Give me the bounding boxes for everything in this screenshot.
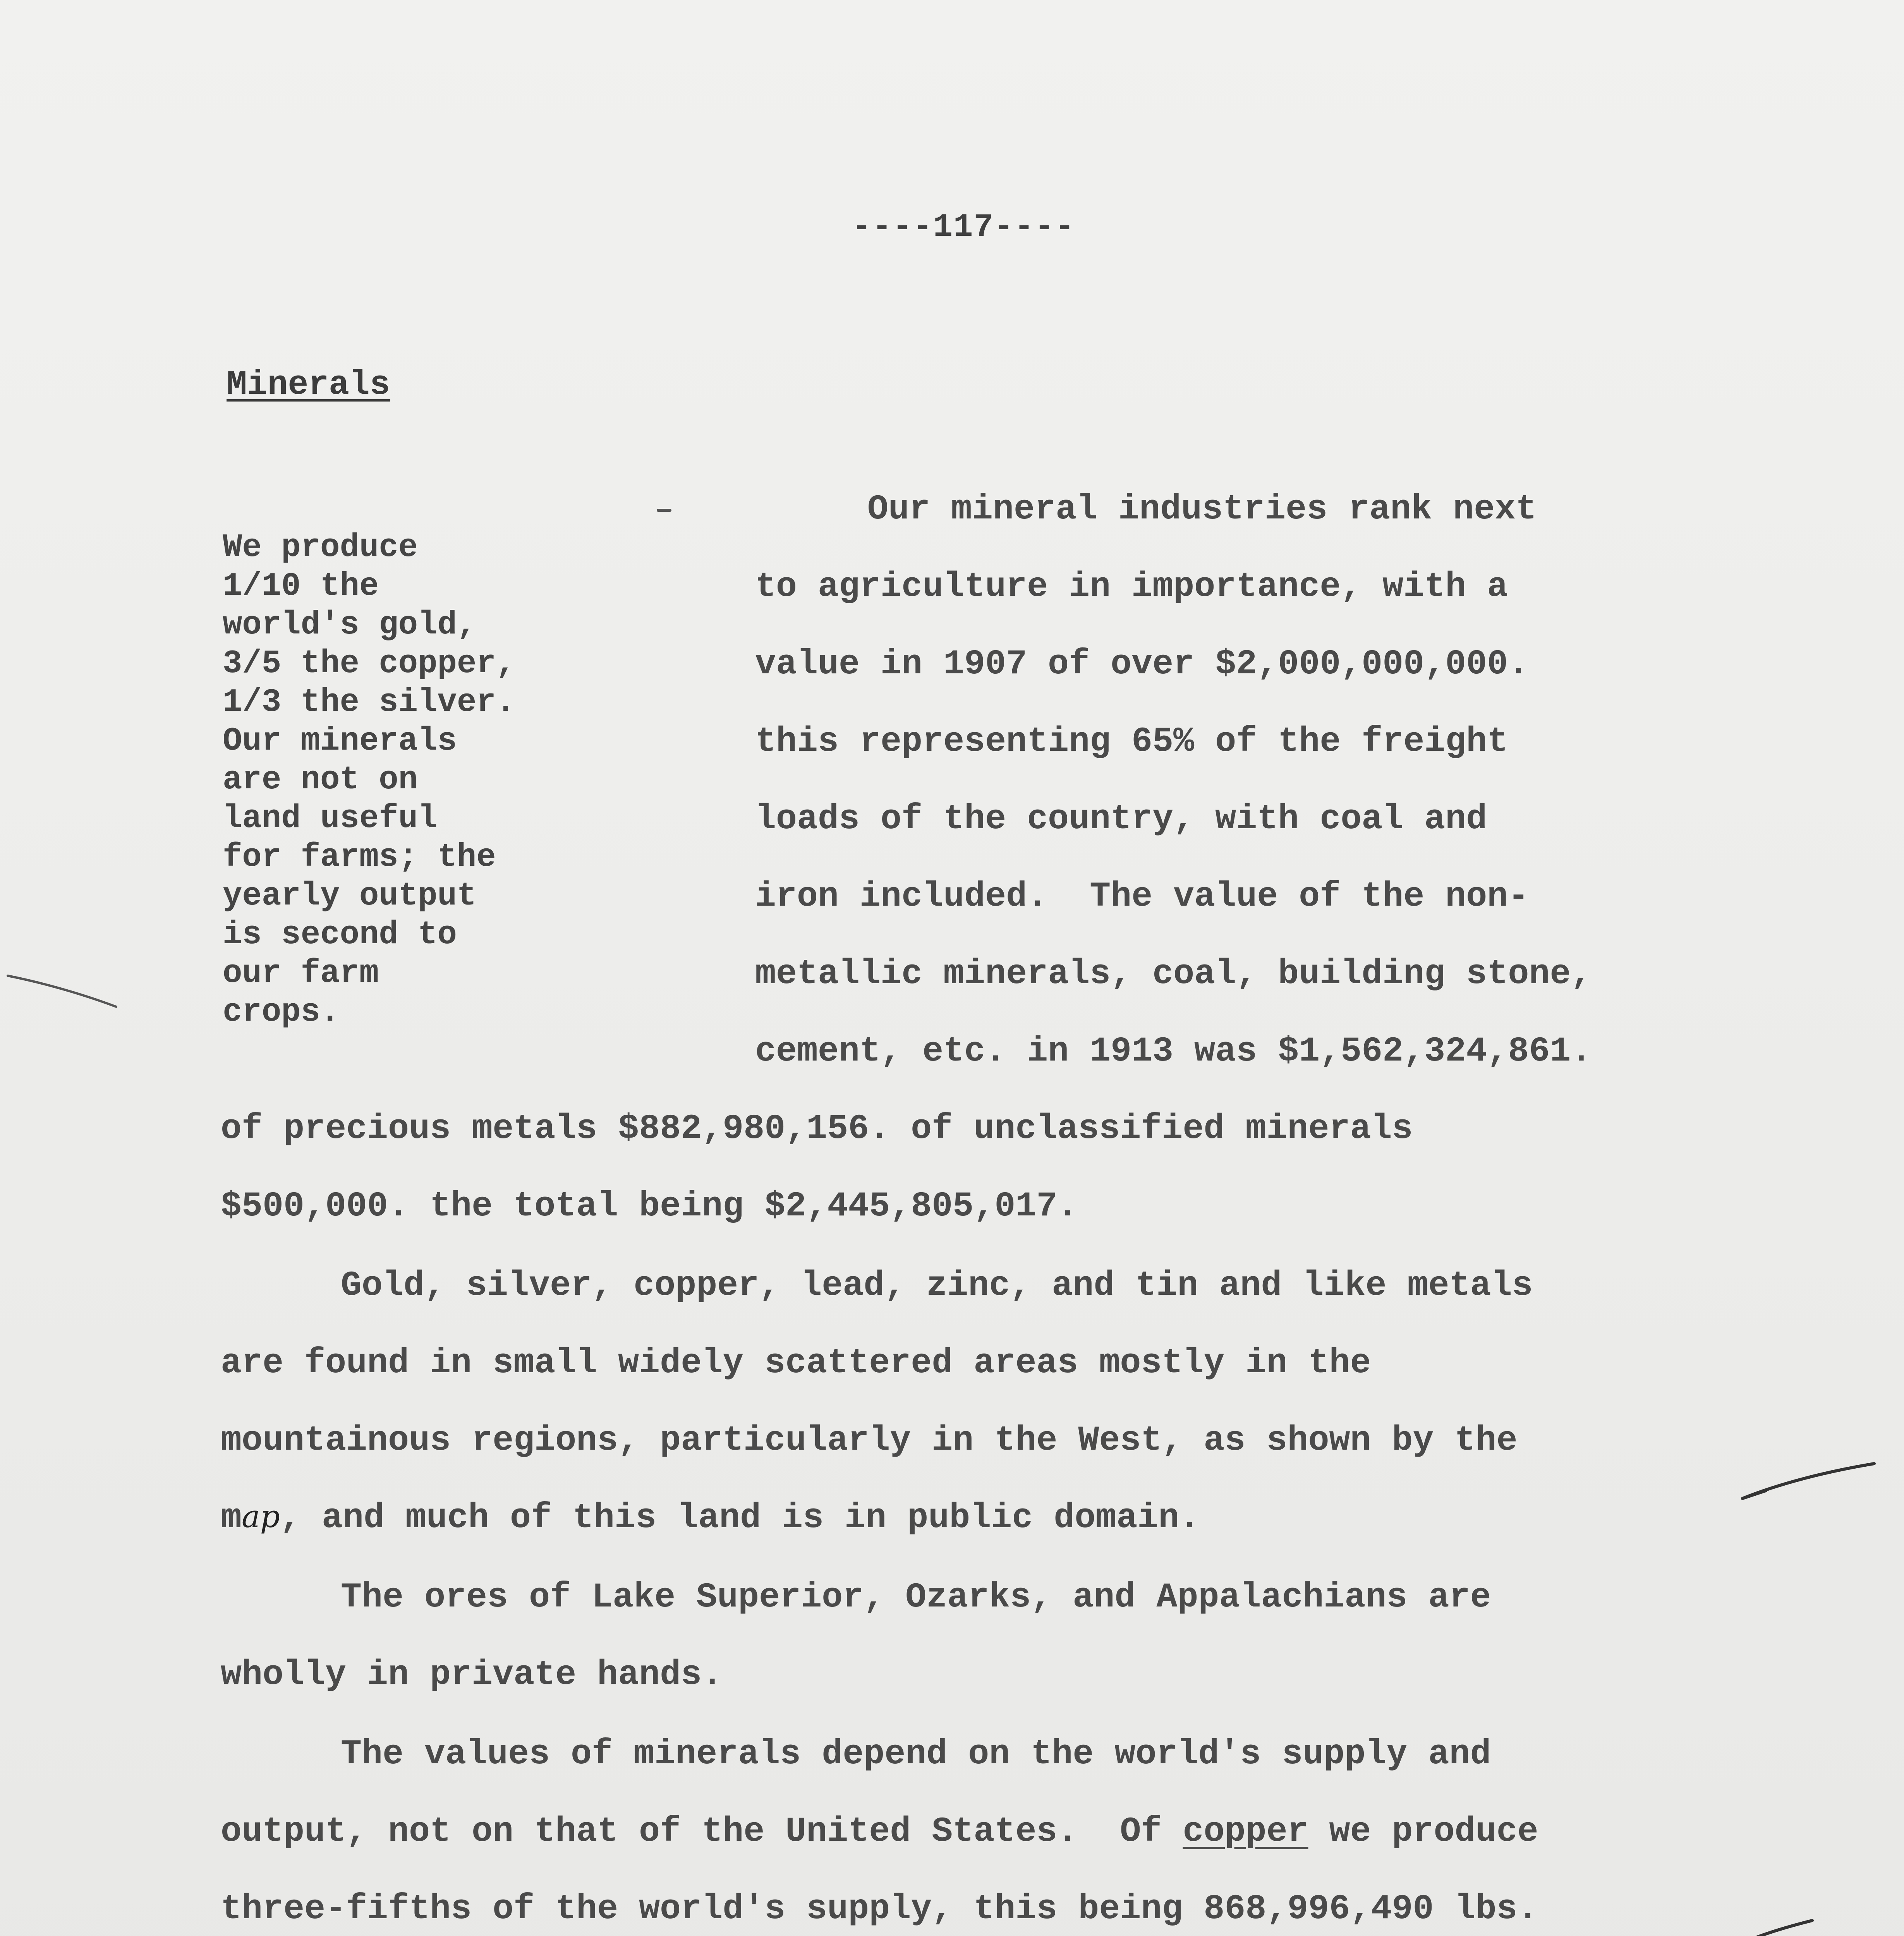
paragraph-3-line: wholly in private hands.	[221, 1655, 723, 1695]
paragraph-4-line: three-fifths of the world's supply, this being 868,996,490 lbs.	[221, 1890, 1538, 1929]
section-title: Minerals	[227, 366, 390, 404]
paragraph-2-line: mountainous regions, particularly in the West, as shown by the	[221, 1421, 1518, 1461]
margin-note-line: our farm	[223, 955, 379, 992]
paragraph-2-line: are found in small widely scattered areas mostly in the	[221, 1344, 1371, 1383]
paragraph-1-line: loads of the country, with coal and	[755, 800, 1487, 839]
handwritten-correction: ap	[242, 1498, 280, 1534]
paragraph-1-line: value in 1907 of over $2,000,000,000.	[755, 645, 1529, 684]
margin-note-line: yearly output	[223, 878, 477, 915]
margin-note-line: land useful	[223, 800, 438, 837]
paragraph-2-typed-prefix: m	[221, 1498, 242, 1538]
paragraph-3-line: The ores of Lake Superior, Ozarks, and Appalachians are	[341, 1578, 1491, 1617]
margin-note-line: 1/10 the	[223, 568, 379, 605]
paragraph-1-line: $500,000. the total being $2,445,805,017.	[221, 1187, 1078, 1226]
paragraph-4-line: The values of minerals depend on the world's supply and	[341, 1735, 1491, 1774]
margin-note-line: 1/3 the silver.	[223, 684, 516, 721]
margin-note-line: for farms; the	[223, 839, 496, 876]
page-number: ----117----	[852, 209, 1075, 246]
paragraph-1-line: iron included. The value of the non-	[755, 877, 1529, 917]
pen-tick-mark	[8, 976, 116, 1007]
paragraph-1-line: to agriculture in importance, with a	[755, 567, 1508, 607]
pen-check-mark	[1743, 1464, 1874, 1498]
paragraph-1-line: this representing 65% of the freight	[755, 722, 1508, 762]
margin-note-line: We produce	[223, 529, 418, 566]
paragraph-4-text: output, not on that of the United States. Of	[221, 1812, 1183, 1852]
paragraph-2-typed-rest: , and much of this land is in public domain.	[280, 1498, 1200, 1538]
margin-note-line: 3/5 the copper,	[223, 645, 516, 682]
margin-note-line: is second to	[223, 917, 457, 953]
paragraph-2-line: Gold, silver, copper, lead, zinc, and tin and like metals	[341, 1266, 1533, 1306]
margin-note-line: crops.	[223, 994, 340, 1031]
paragraph-1-line: Our mineral industries rank next	[867, 490, 1537, 529]
paragraph-1-line: of precious metals $882,980,156. of unclassified minerals	[221, 1109, 1413, 1149]
margin-note-line: Our minerals	[223, 723, 457, 760]
paragraph-1-line: metallic minerals, coal, building stone,	[755, 954, 1592, 994]
pen-check-mark	[1704, 1921, 1812, 1936]
paragraph-4-text: we produce	[1308, 1812, 1538, 1852]
underlined-word: copper	[1183, 1812, 1308, 1852]
paragraph-1-line: cement, etc. in 1913 was $1,562,324,861.	[755, 1032, 1592, 1071]
margin-note-line: world's gold,	[223, 607, 477, 644]
margin-note-line: are not on	[223, 762, 418, 798]
